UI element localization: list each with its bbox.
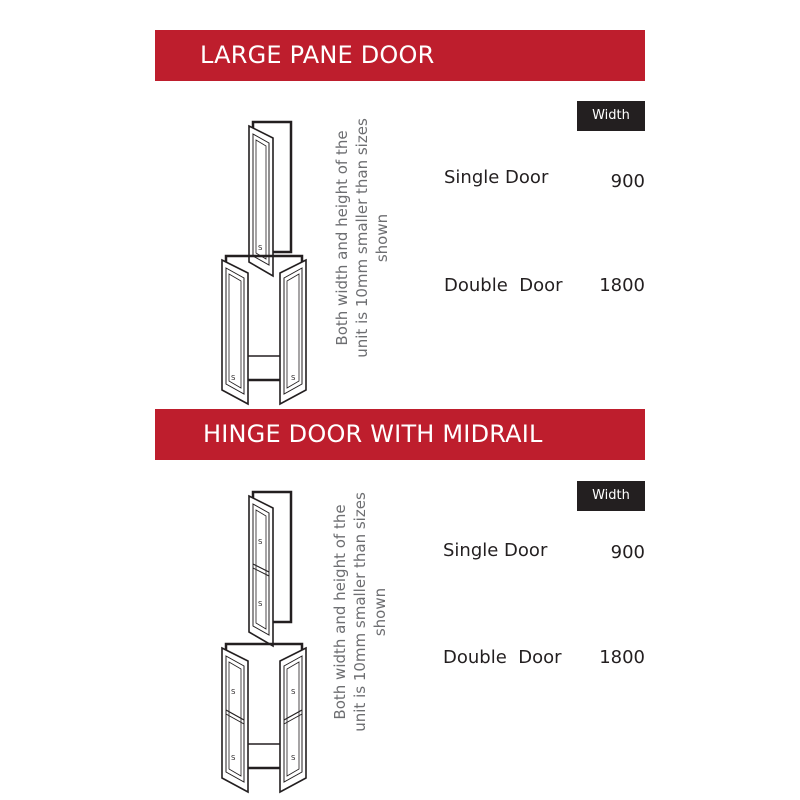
hinge-marker-left: S [231, 374, 236, 382]
size-note-line: unit is 10mm smaller than sizes [353, 118, 371, 358]
hinge-marker-left-upper: S [231, 688, 236, 696]
single-door-label: Single Door [443, 540, 548, 561]
hinge-marker-lower: S [258, 600, 263, 608]
size-note-line: Both width and height of the [331, 504, 349, 720]
double-door-label: Double Door [443, 647, 562, 668]
width-header: Width [577, 101, 645, 131]
width-header: Width [577, 481, 645, 511]
size-note [332, 113, 392, 363]
size-note-line: shown [371, 587, 389, 637]
single-door-label: Single Door [444, 167, 549, 188]
size-note-line: shown [373, 213, 391, 263]
double-door-width: 1800 [599, 647, 645, 668]
double-door-icon [221, 254, 307, 409]
single-door-width: 900 [610, 542, 645, 563]
hinge-marker-left-lower: S [231, 754, 236, 762]
double-door-width: 1800 [599, 275, 645, 296]
double-door-label: Double Door [444, 275, 563, 296]
section-large-pane-door [0, 30, 800, 402]
size-note-line: unit is 10mm smaller than sizes [351, 492, 369, 732]
hinge-marker-upper: S [258, 538, 263, 546]
section-title: HINGE DOOR WITH MIDRAIL [155, 409, 645, 460]
hinge-marker-right-upper: S [291, 688, 296, 696]
hinge-marker-right-lower: S [291, 754, 296, 762]
section-hinge-door-midrail [0, 409, 800, 781]
double-door-midrail-icon [221, 642, 307, 797]
section-title: LARGE PANE DOOR [155, 30, 645, 81]
size-note [330, 487, 390, 737]
single-door-width: 900 [610, 171, 645, 192]
size-note-line: Both width and height of the [333, 130, 351, 346]
hinge-marker-right: S [291, 374, 296, 382]
hinge-marker: S [258, 244, 263, 252]
single-door-midrail-icon [247, 492, 293, 647]
